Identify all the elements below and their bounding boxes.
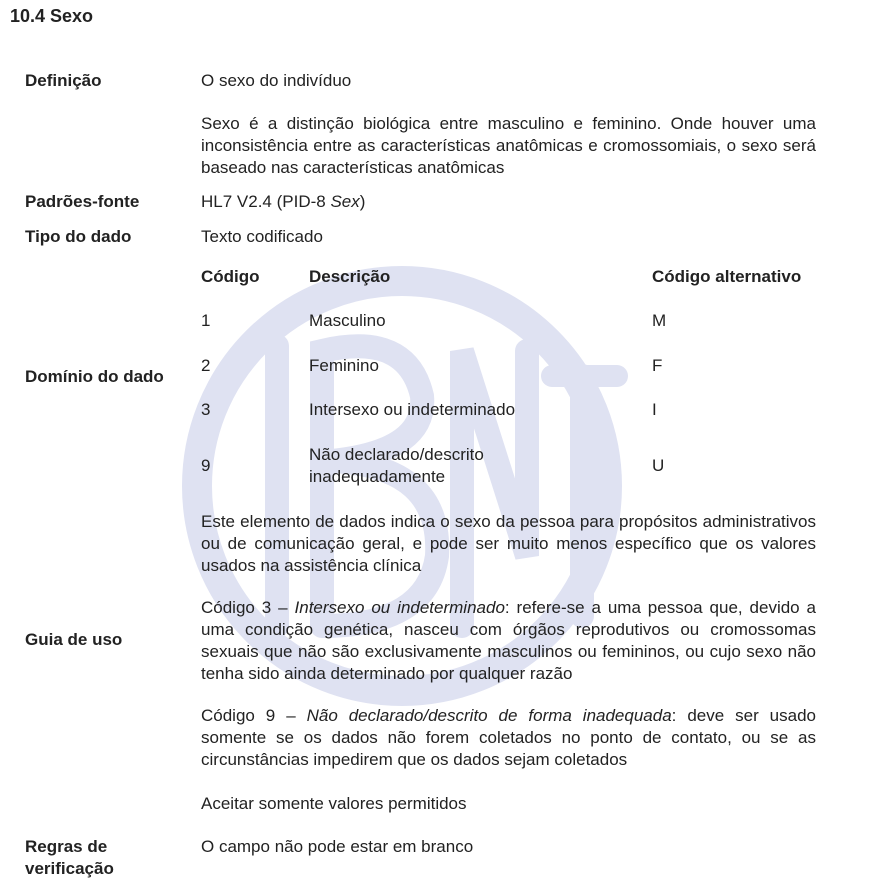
table-header-code: Código	[201, 267, 260, 286]
usage-guide-p2-suffix: : refere-se a uma pessoa que, devido a uma condição genética, nasceu com órgãos reprodutivos ou cromossomas sexuais que não são exclusivamente masculinos ou femininos, ou cujo sexo não tenha sido ainda determinado por qualquer razão	[201, 598, 816, 683]
table-row-1-code: 1	[201, 311, 211, 330]
table-row-3-alt-code: I	[652, 400, 657, 419]
source-standards-label: Padrões-fonte	[25, 192, 140, 211]
validation-rule-2: O campo não pode estar em branco	[201, 837, 474, 856]
usage-guide-p3-prefix: Código 9 –	[201, 706, 307, 725]
source-standards-value	[201, 191, 365, 213]
data-type-value: Texto codificado	[201, 227, 323, 246]
definition-label: Definição	[25, 71, 102, 90]
validation-rules-label: Regras de verificação	[25, 837, 114, 878]
usage-guide-paragraph-3	[201, 705, 816, 771]
usage-guide-p2-prefix: Código 3 –	[201, 598, 295, 617]
table-header-alt-code: Código alternativo	[652, 267, 802, 286]
table-header-description: Descrição	[309, 267, 391, 286]
table-row-3-description: Intersexo ou indeterminado	[309, 400, 516, 419]
table-row-4-alt-code: U	[652, 456, 665, 475]
source-standards-suffix: )	[359, 192, 366, 211]
usage-guide-label: Guia de uso	[25, 630, 123, 649]
usage-guide-paragraph-1: Este elemento de dados indica o sexo da pessoa para propósitos administrativos ou de comunicação geral, e pode ser muito menos específico que os valores usados na assistência clínica	[201, 512, 816, 575]
table-row-4-description: Não declarado/descrito inadequadamente	[309, 445, 484, 486]
usage-guide-paragraph-2	[201, 597, 816, 685]
usage-guide-p3-suffix: : deve ser usado somente se os dados não forem coletados no ponto de contato, ou se as circunstâncias impedirem que os dados sejam coletados	[201, 706, 816, 769]
table-row-4-code: 9	[201, 456, 211, 475]
data-type-label: Tipo do dado	[25, 227, 132, 246]
source-standards-prefix: HL7 V2.4 (PID-8	[201, 192, 331, 211]
source-standards-italic: Sex	[330, 192, 360, 211]
table-row-2-alt-code: F	[652, 356, 663, 375]
usage-guide-p3-italic: Não declarado/descrito de forma inadequada	[306, 706, 672, 725]
validation-rule-1: Aceitar somente valores permitidos	[201, 794, 467, 813]
section-title: 10.4 Sexo	[10, 6, 94, 26]
table-row-3-code: 3	[201, 400, 211, 419]
definition-long: Sexo é a distinção biológica entre masculino e feminino. Onde houver uma inconsistência entre as características anatômicas e cromossomiais, o sexo será baseado nas características anatômicas	[201, 114, 816, 177]
table-row-1-alt-code: M	[652, 311, 667, 330]
definition-short: O sexo do indivíduo	[201, 71, 352, 90]
table-row-2-description: Feminino	[309, 356, 379, 375]
usage-guide-p2-italic: Intersexo ou indeterminado	[294, 598, 505, 617]
table-row-1-description: Masculino	[309, 311, 386, 330]
data-domain-label: Domínio do dado	[25, 367, 164, 386]
table-row-2-code: 2	[201, 356, 211, 375]
